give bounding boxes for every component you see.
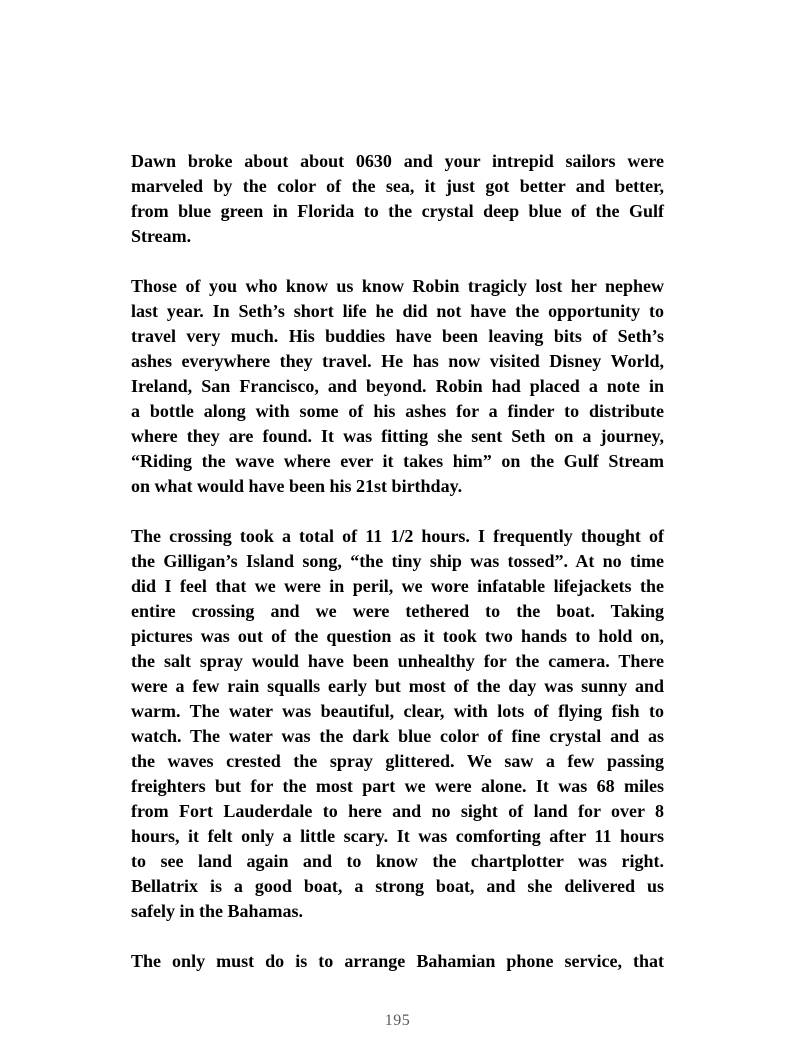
text-line: Ireland, San Francisco, and beyond. Robin had placed a note in [131, 376, 664, 396]
text-line: a bottle along with some of his ashes for a finder to distribute [131, 401, 664, 421]
paragraph [131, 949, 664, 974]
text-line: Dawn broke about about 0630 and your intrepid sailors were [131, 151, 664, 171]
text-line: The only must do is to arrange Bahamian phone service, that [131, 951, 664, 971]
text-line: from blue green in Florida to the crystal deep blue of the Gulf [131, 201, 664, 221]
text-line: to see land again and to know the chartplotter was right. [131, 851, 664, 871]
text-line: pictures was out of the question as it took two hands to hold on, [131, 626, 664, 646]
text-line: freighters but for the most part we were alone. It was 68 miles [131, 776, 664, 796]
text-line: did I feel that we were in peril, we wore infatable lifejackets the [131, 576, 664, 596]
text-line: safely in the Bahamas. [131, 901, 304, 921]
text-line: the waves crested the spray glittered. We saw a few passing [131, 751, 664, 771]
text-line: from Fort Lauderdale to here and no sight of land for over 8 [131, 801, 664, 821]
text-line: hours, it felt only a little scary. It was comforting after 11 hours [131, 826, 664, 846]
text-line: the Gilligan’s Island song, “the tiny ship was tossed”. At no time [131, 551, 664, 571]
text-line: The crossing took a total of 11 1/2 hours. I frequently thought of [131, 526, 664, 546]
text-line: marveled by the color of the sea, it just got better and better, [131, 176, 664, 196]
text-line: travel very much. His buddies have been leaving bits of Seth’s [131, 326, 664, 346]
text-line: where they are found. It was fitting she sent Seth on a journey, [131, 426, 664, 446]
text-line: ashes everywhere they travel. He has now visited Disney World, [131, 351, 664, 371]
text-line: entire crossing and we were tethered to the boat. Taking [131, 601, 664, 621]
paragraph [131, 149, 664, 249]
text-line: Bellatrix is a good boat, a strong boat, and she delivered us [131, 876, 664, 896]
text-line: Those of you who know us know Robin tragicly lost her nephew [131, 276, 664, 296]
text-line: on what would have been his 21st birthday. [131, 476, 463, 496]
text-line: warm. The water was beautiful, clear, with lots of flying fish to [131, 701, 664, 721]
paragraph [131, 524, 664, 924]
page-number: 195 [384, 1012, 411, 1029]
text-line: last year. In Seth’s short life he did not have the opportunity to [131, 301, 664, 321]
body-text [131, 149, 664, 999]
paragraph [131, 274, 664, 499]
text-line: the salt spray would have been unhealthy for the camera. There [131, 651, 664, 671]
text-line: watch. The water was the dark blue color of fine crystal and as [131, 726, 664, 746]
text-line: were a few rain squalls early but most of the day was sunny and [131, 676, 664, 696]
text-line: “Riding the wave where ever it takes him” on the Gulf Stream [131, 451, 664, 471]
text-line: Stream. [131, 226, 192, 246]
